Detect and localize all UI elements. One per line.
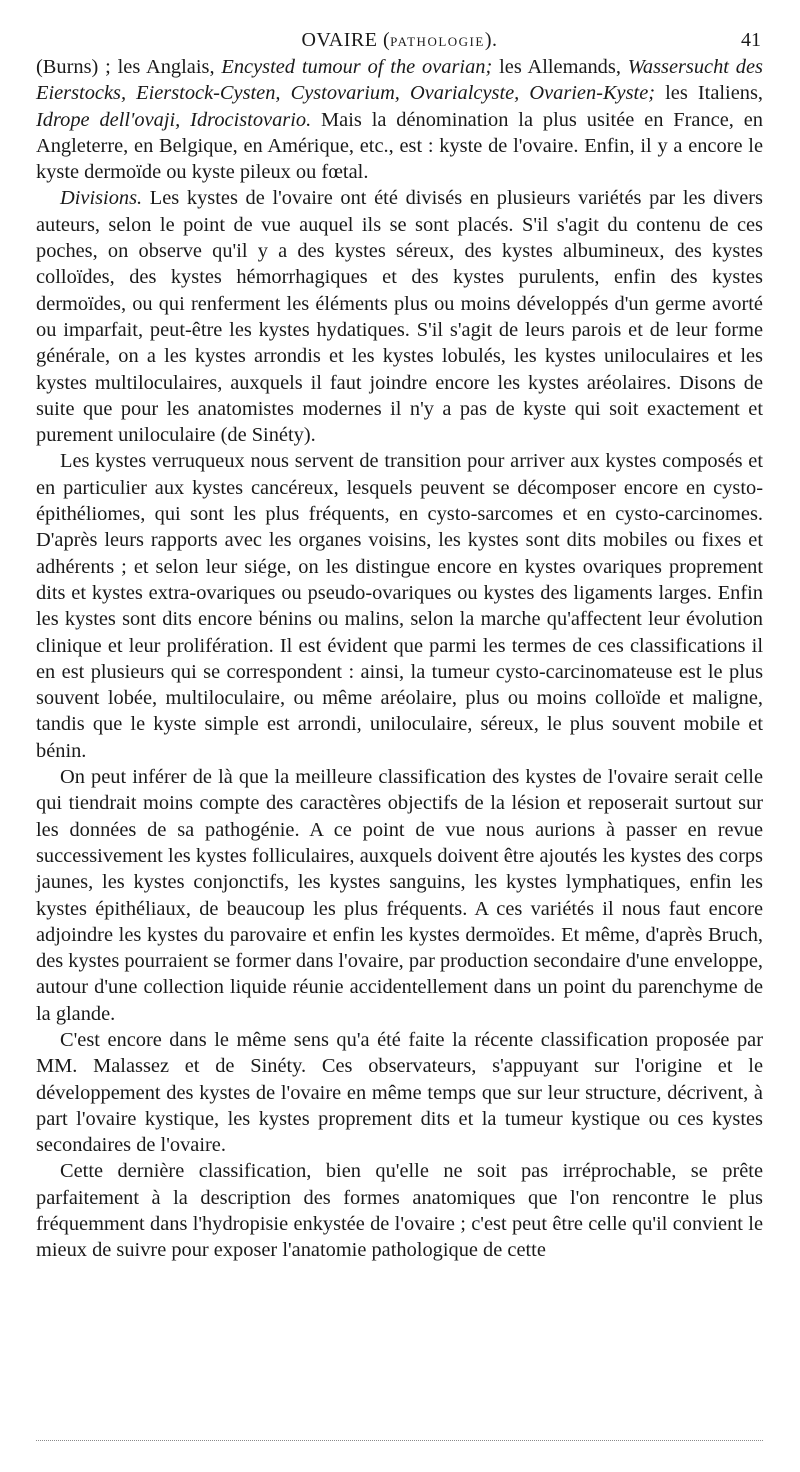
text-run: les Italiens, [655, 82, 763, 105]
italic-text: Divisions. [60, 187, 143, 210]
running-head [36, 26, 763, 54]
text-run: On peut inférer de là que la meilleure classification des kystes de l'ovaire serait celle qui tiendrait moins compte des caractères objectifs de la lésion et reposerait surtout sur les données de sa pathogénie. A ce point de vue nous aurions à passer en revue successivement les kystes folliculaires, auxquels doivent être ajoutés les kystes des corps jaunes, les kystes conjonctifs, les kystes sanguins, les kystes lymphatiques, enfin les kystes épithéliaux, de beaucoup les plus fréquents. A ces variétés il nous faut encore adjoindre les kystes du parovaire et enfin les kystes dermoïdes. Et même, d'après Bruch, des kystes pourraient se former dans l'ovaire, par production secondaire d'une enveloppe, autour d'une collection liquide réunie accidentellement dans un point du parenchyme de la glande. [36, 766, 764, 1025]
italic-text: Encysted tumour of the ovarian; [221, 56, 493, 78]
page-number: 41 [741, 29, 761, 51]
body-text [36, 54, 763, 1264]
text-run: Cette dernière classification, bien qu'elle ne soit pas irréprochable, se prête parfaitement à la description des formes anatomiques que l'on rencontre le plus fréquemment dans l'hydropisie enkystée de l'ovaire ; c'est peut être celle qu'il convient le mieux de suivre pour exposer l'anatomie pathologique de cette [36, 1160, 763, 1262]
text-run: Les kystes verruqueux nous servent de transition pour arriver aux kystes composés et en particulier aux kystes cancéreux, lesquels peuvent se décomposer encore en cysto-épithéliomes, qui sont les plus fréquents, en cysto-sarcomes et en cysto-carcinomes. D'après leurs rapports avec les organes voisins, les kystes sont dits mobiles ou fixes et adhérents ; et selon leur siége, on les distingue encore en kystes ovariques proprement dits et kystes extra-ovariques ou pseudo-ovariques ou kystes des ligaments larges. Enfin les kystes sont dits encore bénins ou malins, selon la marche qu'affectent leur évolution clinique et leur prolifération. Il est évident que parmi les termes de ces classifications il en est plusieurs qui se correspondent : ainsi, la tumeur cysto-carcinomateuse est le plus souvent lobée, multiloculaire, ou même aréolaire, plus ou moins colloïde et maligne, tandis que le kyste simple est arrondi, uniloculaire, séreux, le plus souvent mobile et bénin. [36, 450, 763, 762]
book-page [36, 26, 763, 1264]
italic-text: Idrope dell'ovaji, Idrocistovario. [36, 108, 312, 131]
paragraph [36, 54, 763, 185]
italic-text: Wassersucht des Eierstocks, Eierstock-Cysten, Cystovarium, Ovarialcyste, Ovarien-Kyste; [36, 56, 763, 105]
footer-divider [36, 1440, 763, 1441]
running-title-main: OVAIRE ( [301, 29, 391, 51]
text-run: Mais la dénomination la plus usitée en France, en Angleterre, en Belgique, en Amérique, etc., est : kyste de l'ovaire. Enfin, il y a encore le kyste dermoïde ou kyste pileux ou fœtal. [36, 108, 763, 184]
running-title-close: ). [484, 29, 498, 51]
paragraph [36, 1027, 763, 1158]
text-run: (Burns) ; les Anglais, [36, 56, 222, 78]
running-title-smallcaps: PATHOLOGIE [390, 34, 485, 49]
paragraph [36, 448, 763, 764]
paragraph [36, 1158, 763, 1263]
paragraph [36, 764, 763, 1027]
text-run: Les kystes de l'ovaire ont été divisés en plusieurs variétés par les divers auteurs, selon le point de vue auquel ils se sont placés. S'il s'agit du contenu de ces poches, on observe qu'il y a des kystes séreux, des kystes albumineux, des kystes colloïdes, des kystes hémorrhagiques et des kystes purulents, enfin des kystes dermoïdes, ou qui renferment les éléments plus ou moins développés d'un germe avorté ou imparfait, peut-être les kystes hydatiques. S'il s'agit de leurs parois et de leur forme générale, on a les kystes arrondis et les kystes lobulés, les kystes uniloculaires et les kystes multiloculaires, auxquels il faut joindre encore les kystes aréolaires. Disons de suite que pour les anatomistes modernes il n'y a pas de kyste qui soit exactement et purement uniloculaire (de Sinéty). [36, 187, 763, 447]
running-title [36, 26, 763, 56]
paragraph [36, 185, 763, 448]
text-run: les Allemands, [492, 56, 628, 78]
text-run: C'est encore dans le même sens qu'a été faite la récente classification proposée par MM. Malassez et de Sinéty. Ces observateurs, s'appuyant sur l'origine et le développement des kystes de l'ovaire en même temps que sur leur structure, décrivent, à part l'ovaire kystique, les kystes proprement dits et la tumeur kystique ou ces kystes secondaires de l'ovaire. [36, 1028, 763, 1157]
